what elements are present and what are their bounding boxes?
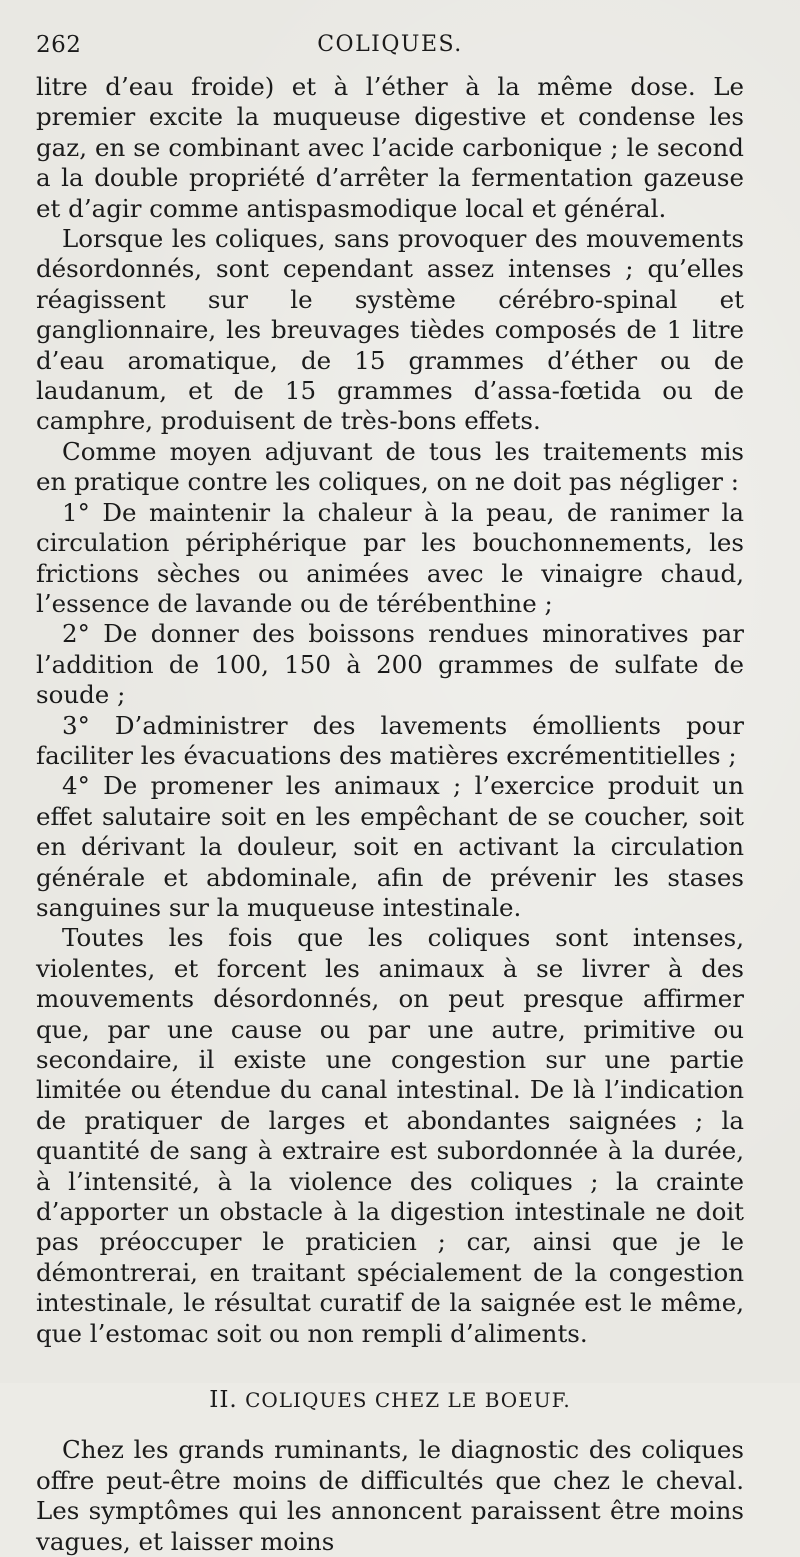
paragraph: Comme moyen adjuvant de tous les traitements mis en pratique contre les coliques, on ne doit pas négliger : [36, 436, 744, 497]
paragraph: Chez les grands ruminants, le diagnostic des coliques offre peut-être moins de difficultés que chez le cheval. Les symptômes qui les annoncent paraissent être moins vagues, et laisser moins [36, 1435, 744, 1556]
list-item: 2° De donner des boissons rendues minoratives par l’addition de 100, 150 à 200 grammes de sulfate de soude ; [36, 619, 744, 710]
list-item: 1° De maintenir la chaleur à la peau, de ranimer la circulation périphérique par les bouchonnements, les frictions sèches ou animées avec le vinaigre chaud, l’essence de lavande ou de térébenthine ; [36, 497, 744, 618]
page-number: 262 [36, 32, 82, 58]
list-item: 3° D’administrer des lavements émollients pour faciliter les évacuations des matières excrémentitielles ; [36, 710, 744, 770]
section-heading [36, 1385, 744, 1415]
section-number: II. [209, 1387, 238, 1414]
page-header [36, 14, 744, 58]
body-text [36, 72, 744, 1557]
section-title: COLIQUES CHEZ LE BOEUF. [245, 1388, 571, 1413]
paragraph: Lorsque les coliques, sans provoquer des mouvements désordonnés, sont cependant assez intenses ; qu’elles réagissent sur le système cérébro-spinal et ganglionnaire, les breuvages tièdes composés de 1 litre d’eau aromatique, de 15 grammes d’éther ou de laudanum, et de 15 grammes d’assa-fœtida ou de camphre, produisent de très-bons effets. [36, 224, 744, 436]
list-item: 4° De promener les animaux ; l’exercice produit un effet salutaire soit en les empêchant de se coucher, soit en dérivant la douleur, soit en activant la circulation générale et abdominale, afin de prévenir les stases sanguines sur la muqueuse intestinale. [36, 771, 744, 922]
paragraph: Toutes les fois que les coliques sont intenses, violentes, et forcent les animaux à se livrer à des mouvements désordonnés, on peut presque affirmer que, par une cause ou par une autre, primitive ou secondaire, il existe une congestion sur une partie limitée ou étendue du canal intestinal. De là l’indication de pratiquer de larges et abondantes saignées ; la quantité de sang à extraire est subordonnée à la durée, à l’intensité, à la violence des coliques ; la crainte d’apporter un obstacle à la digestion intestinale ne doit pas préoccuper le praticien ; car, ainsi que je le démontrerai, en traitant spécialement de la congestion intestinale, le résultat curatif de la saignée est le même, que l’estomac soit ou non rempli d’aliments. [36, 923, 744, 1348]
running-title: COLIQUES. [317, 32, 463, 57]
paragraph: litre d’eau froide) et à l’éther à la même dose. Le premier excite la muqueuse digestive et condense les gaz, en se combinant avec l’acide carbonique ; le second a la double propriété d’arrêter la fermentation gazeuse et d’agir comme antispasmodique local et général. [36, 72, 744, 223]
